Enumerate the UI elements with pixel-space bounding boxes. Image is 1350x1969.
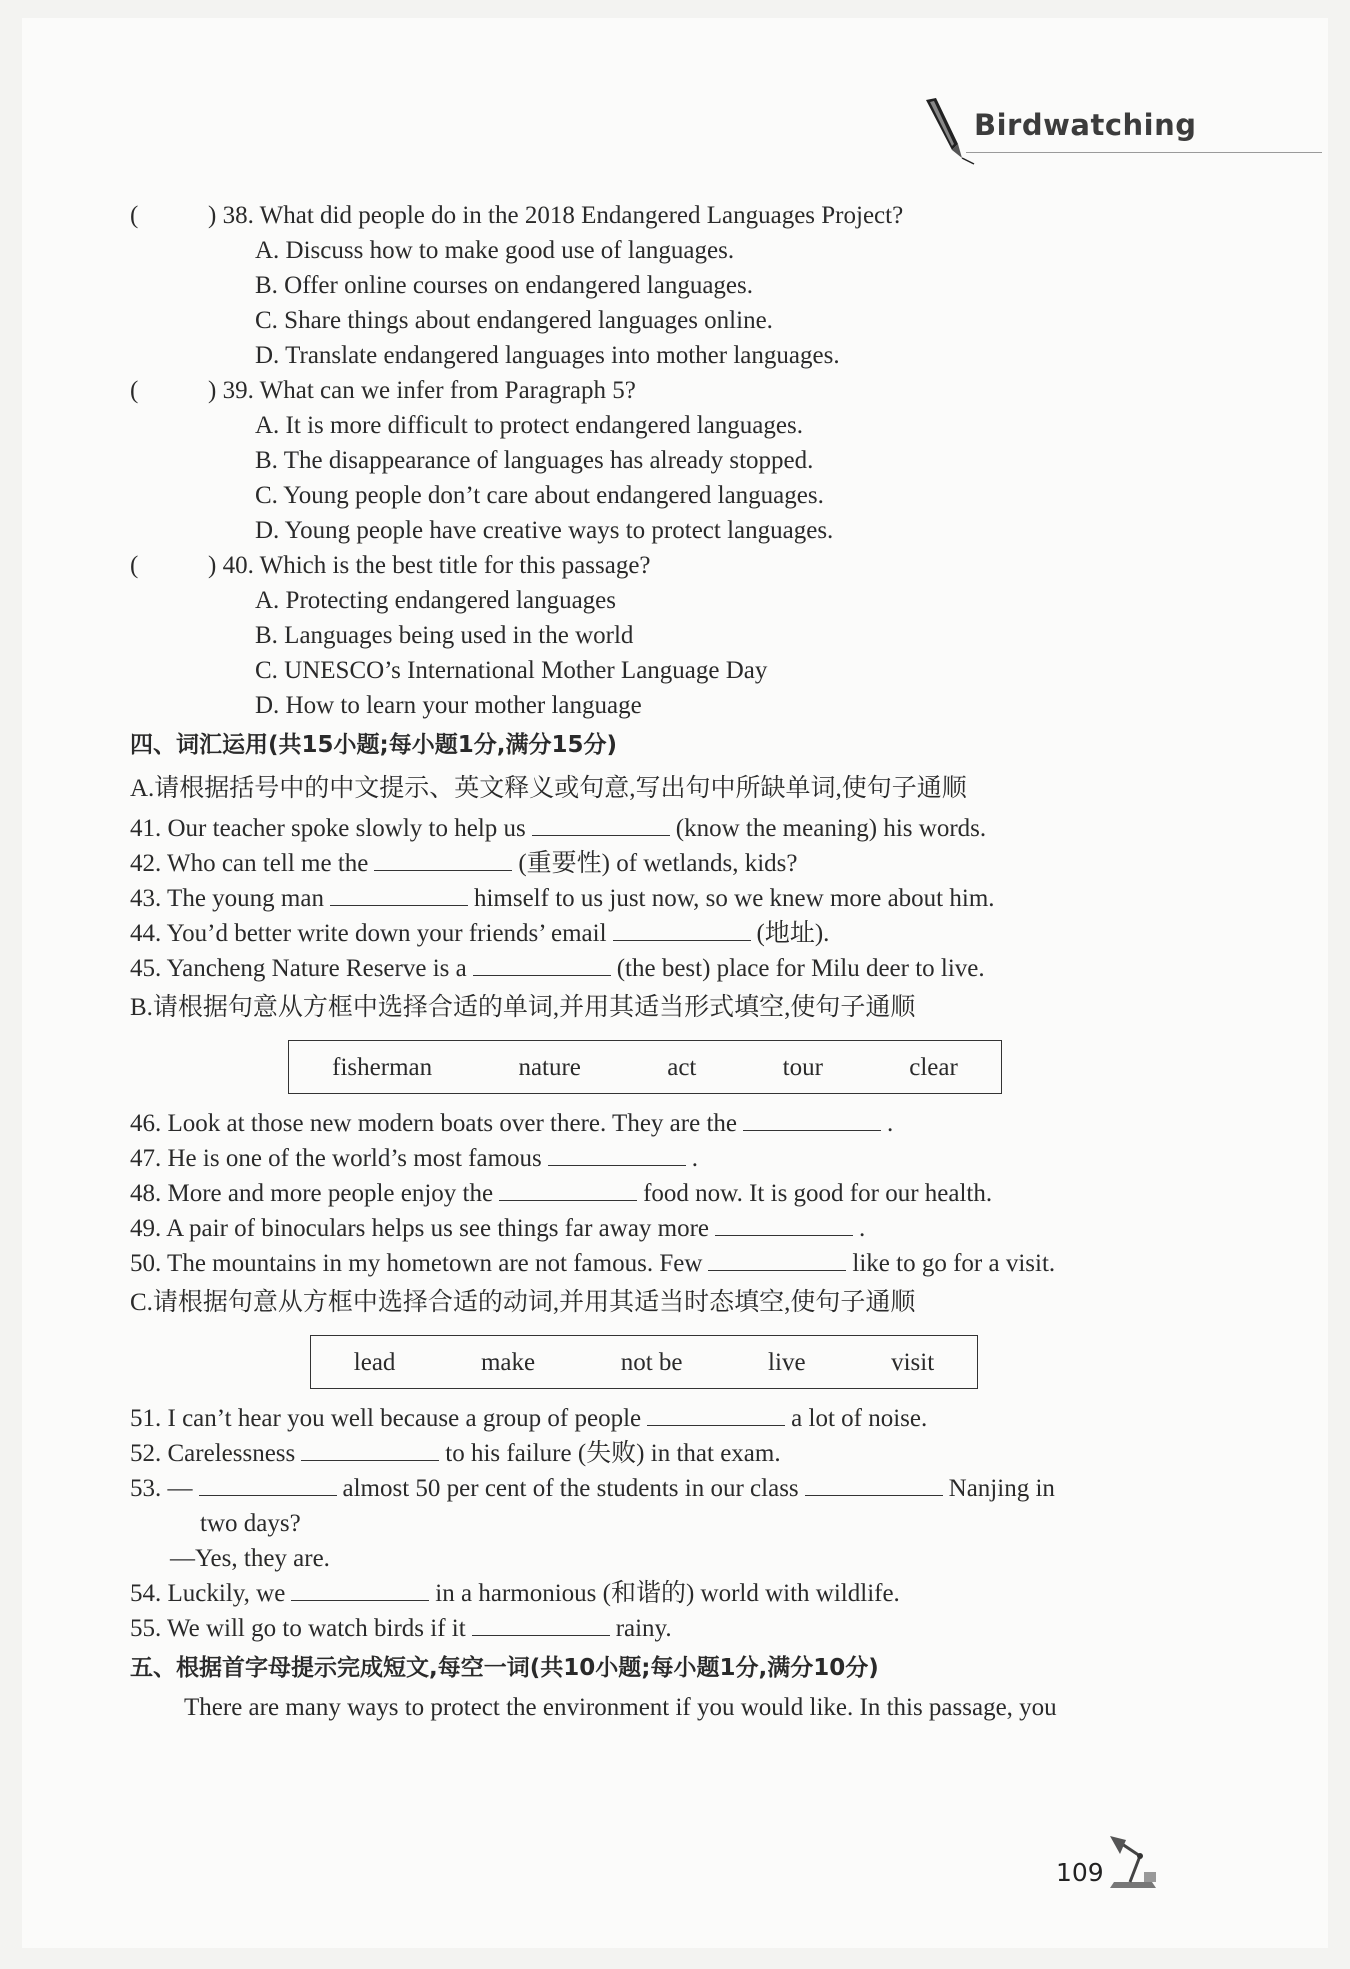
answer-blank[interactable] xyxy=(548,1143,686,1166)
page-number: 109 xyxy=(1056,1858,1104,1887)
answer-blank[interactable] xyxy=(473,953,611,976)
answer-blank[interactable] xyxy=(613,918,751,941)
question-number: ) 39. xyxy=(208,377,254,404)
option: C. UNESCO’s International Mother Language Day xyxy=(255,657,768,684)
option: B. Offer online courses on endangered languages. xyxy=(255,272,753,299)
worksheet-content xyxy=(130,198,1180,1725)
question-55: 55. We will go to watch birds if it rainy. xyxy=(130,1615,672,1642)
question-53-cont: two days? xyxy=(200,1510,301,1537)
question-38 xyxy=(130,198,1180,233)
option: A. Discuss how to make good use of languages. xyxy=(255,237,735,264)
section-5-title: 五、根据首字母提示完成短文,每空一词(共10小题;每小题1分,满分10分) xyxy=(130,1655,879,1681)
word-option: lead xyxy=(353,1348,396,1376)
pen-icon xyxy=(918,96,978,166)
answer-blank[interactable] xyxy=(199,1473,337,1496)
answer-blank[interactable] xyxy=(532,813,670,836)
question-44: 44. You’d better write down your friends’ email (地址). xyxy=(130,920,830,947)
question-43: 43. The young man himself to us just now, so we knew more about him. xyxy=(130,885,995,912)
question-51: 51. I can’t hear you well because a group of people a lot of noise. xyxy=(130,1405,928,1432)
option: A. It is more difficult to protect endangered languages. xyxy=(255,412,803,439)
question-49: 49. A pair of binoculars helps us see things far away more . xyxy=(130,1215,866,1242)
question-53-answer: —Yes, they are. xyxy=(170,1545,330,1572)
word-option: fisherman xyxy=(332,1053,433,1081)
answer-blank[interactable] xyxy=(499,1178,637,1201)
answer-blank[interactable] xyxy=(647,1403,785,1426)
question-50: 50. The mountains in my hometown are not famous. Few like to go for a visit. xyxy=(130,1250,1056,1277)
question-45: 45. Yancheng Nature Reserve is a (the best) place for Milu deer to live. xyxy=(130,955,985,982)
word-option: nature xyxy=(518,1053,581,1081)
question-number: ) 38. xyxy=(208,202,254,229)
answer-blank[interactable] xyxy=(743,1108,881,1131)
answer-blank[interactable] xyxy=(805,1473,943,1496)
answer-paren: ( xyxy=(130,377,139,404)
word-box-c xyxy=(310,1335,978,1389)
question-52: 52. Carelessness to his failure (失败) in that exam. xyxy=(130,1440,781,1467)
question-54: 54. Luckily, we in a harmonious (和谐的) world with wildlife. xyxy=(130,1580,900,1607)
question-number: ) 40. xyxy=(208,552,254,579)
word-option: make xyxy=(480,1348,536,1376)
word-option: live xyxy=(768,1348,806,1376)
passage-text: There are many ways to protect the environment if you would like. In this passage, you xyxy=(184,1694,1057,1721)
header-rule xyxy=(966,152,1322,153)
answer-blank[interactable] xyxy=(330,883,468,906)
section-4-title: 四、词汇运用(共15小题;每小题1分,满分15分) xyxy=(130,732,617,758)
part-a-instruction: A.请根据括号中的中文提示、英文释义或句意,写出句中所缺单词,使句子通顺 xyxy=(130,775,967,802)
question-text: What can we infer from Paragraph 5? xyxy=(259,377,636,404)
question-39 xyxy=(130,373,1180,408)
option: C. Share things about endangered languages online. xyxy=(255,307,773,334)
option: D. Translate endangered languages into mother languages. xyxy=(255,342,840,369)
desk-lamp-icon xyxy=(1100,1832,1164,1890)
question-48: 48. More and more people enjoy the food now. It is good for our health. xyxy=(130,1180,993,1207)
question-53: 53. — almost 50 per cent of the students in our class Nanjing in xyxy=(130,1475,1055,1502)
answer-blank[interactable] xyxy=(291,1578,429,1601)
question-47: 47. He is one of the world’s most famous . xyxy=(130,1145,699,1172)
option: D. How to learn your mother language xyxy=(255,692,642,719)
question-46: 46. Look at those new modern boats over there. They are the . xyxy=(130,1110,894,1137)
answer-blank[interactable] xyxy=(374,848,512,871)
option: B. Languages being used in the world xyxy=(255,622,634,649)
answer-blank[interactable] xyxy=(708,1248,846,1271)
question-text: What did people do in the 2018 Endangered Languages Project? xyxy=(259,202,904,229)
part-c-instruction: C.请根据句意从方框中选择合适的动词,并用其适当时态填空,使句子通顺 xyxy=(130,1289,916,1316)
header-title: Birdwatching xyxy=(974,108,1197,142)
answer-paren: ( xyxy=(130,202,139,229)
word-option: clear xyxy=(909,1053,958,1081)
answer-blank[interactable] xyxy=(472,1613,610,1636)
answer-blank[interactable] xyxy=(301,1438,439,1461)
option: B. The disappearance of languages has already stopped. xyxy=(255,447,814,474)
part-b-instruction: B.请根据句意从方框中选择合适的单词,并用其适当形式填空,使句子通顺 xyxy=(130,994,916,1021)
option: C. Young people don’t care about endangered languages. xyxy=(255,482,824,509)
option: D. Young people have creative ways to protect languages. xyxy=(255,517,834,544)
question-40 xyxy=(130,548,1180,583)
option: A. Protecting endangered languages xyxy=(255,587,616,614)
word-option: act xyxy=(667,1053,697,1081)
question-text: Which is the best title for this passage? xyxy=(259,552,651,579)
answer-blank[interactable] xyxy=(715,1213,853,1236)
word-box-b xyxy=(288,1040,1002,1094)
word-option: not be xyxy=(620,1348,683,1376)
word-option: visit xyxy=(891,1348,935,1376)
question-41: 41. Our teacher spoke slowly to help us (know the meaning) his words. xyxy=(130,815,987,842)
question-42: 42. Who can tell me the (重要性) of wetlands, kids? xyxy=(130,850,798,877)
word-option: tour xyxy=(782,1053,823,1081)
page-header xyxy=(918,96,1322,166)
answer-paren: ( xyxy=(130,552,139,579)
